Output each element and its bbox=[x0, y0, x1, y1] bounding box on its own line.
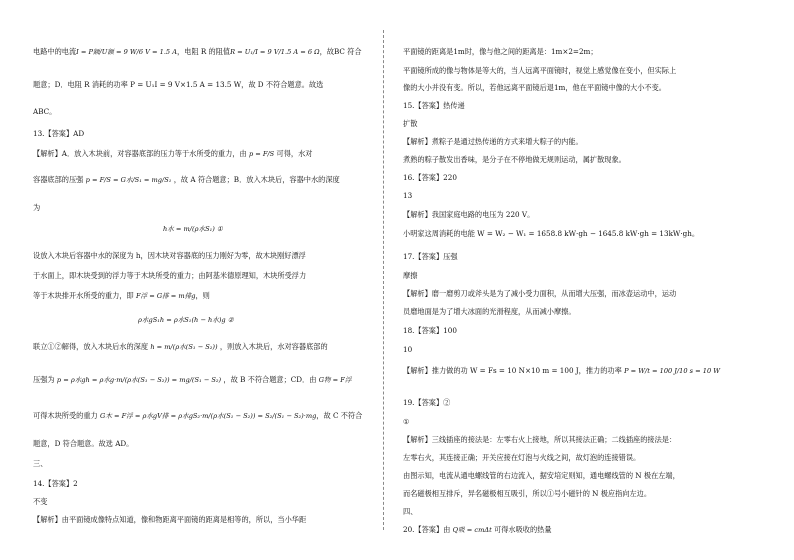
question-16-answer: 16.【答案】220 bbox=[403, 173, 457, 182]
text-line: 平面镜所成的像与物体是等大的，当人远离平面镜时，视觉上感觉像在变小，但实际上 bbox=[403, 66, 677, 75]
text-line: 【解析】我国家庭电路的电压为 220 V。 bbox=[403, 210, 535, 219]
text-line: 小明家这周消耗的电能 W = W₂ − W₁ = 1658.8 kW·gh − 1645.8 kW·gh = 13kW·gh。 bbox=[403, 229, 700, 238]
text-line: 【解析】A．放入木块前，对容器底部的压力等于水所受的重力，由 p = F/S 可得，水对 bbox=[33, 149, 313, 158]
text-line: 压强为 p = ρ水gh = ρ水g·m/(ρ水(S₁ − S₂)) = mg/(S₁ − S₂) ，故 B 不符合题意；CD．由 G物 = F浮 bbox=[33, 375, 352, 384]
text-line: 平面镜的距离是1m时，像与他之间的距离是：1m×2=2m； bbox=[403, 47, 598, 56]
text-line: 10 bbox=[403, 345, 413, 354]
formula-2: ρ水gS₁h = ρ水S₁(h − h水)g ② bbox=[138, 316, 234, 324]
question-13-answer: 13.【答案】AD bbox=[33, 129, 85, 138]
question-15-answer: 15.【答案】热传递 bbox=[403, 101, 465, 110]
text-line: 13 bbox=[403, 191, 413, 200]
section-heading: 三、 bbox=[33, 459, 48, 468]
question-19-answer: 19.【答案】② bbox=[403, 398, 451, 407]
column-divider bbox=[383, 30, 384, 530]
text-line: 【解析】煮粽子是通过热传递的方式来增大粽子的内能。 bbox=[403, 137, 583, 146]
question-18-answer: 18.【答案】100 bbox=[403, 326, 457, 335]
text-line: 于水面上，即木块受到的浮力等于木块所受的重力；由阿基米德原理知，木块所受浮力 bbox=[33, 271, 307, 280]
text-line: 【解析】三线插座的接法是：左零右火上接地，所以其接法正确；二线插座的接法是： bbox=[403, 435, 677, 444]
text-line: 【解析】由平面镜成像特点知道，像和物距离平面镜的距离是相等的，所以，当小华距 bbox=[33, 515, 307, 524]
text-line: 设放入木块后容器中水的深度为 h，因木块对容器底的压力刚好为零，故木块刚好漂浮 bbox=[33, 251, 306, 260]
text-line: 可得木块所受的重力 G木 = F浮 = ρ水gV排 = ρ水gS₂·m/(ρ水(S₁ − S₂)) = S₂/(S₁ − S₂)·mg，故 C 不符合 bbox=[33, 411, 363, 420]
text-line: 题意；D．电阻 R 消耗的功率 P = U₁I = 9 V×1.5 A = 13.5 W，故 D 不符合题意。故选 bbox=[33, 80, 324, 89]
text-line: 题意，D 符合题意。故选 AD。 bbox=[33, 439, 134, 448]
text-line: 为 bbox=[33, 203, 41, 212]
section-heading: 四、 bbox=[403, 507, 418, 516]
text-line: 左零右火，其连接正确；开关应接在灯泡与火线之间，故灯泡的连接错误。 bbox=[403, 453, 641, 462]
text-line: 摩擦 bbox=[403, 271, 418, 280]
question-14-answer: 14.【答案】2 bbox=[33, 479, 78, 488]
text-line: 等于木块排开水所受的重力，即 F浮 = G排 = m排g，则 bbox=[33, 291, 210, 300]
text-line: 容器底部的压强 p = F/S = G水/S₁ = mg/S₁ ，故 A 符合题意；B．放入木块后，容器中水的深度 bbox=[33, 175, 340, 184]
text-line: ① bbox=[403, 417, 410, 426]
text-line: 不变 bbox=[33, 497, 48, 506]
text-line: 由图示知，电流从通电螺线管的右边流入，据安培定则知，通电螺线管的 N 极在左端， bbox=[403, 471, 680, 480]
text-line: 【解析】磨一磨剪刀或斧头是为了减小受力面积，从而增大压强，而冰壶运动中，运动 bbox=[403, 289, 677, 298]
text-line: 【解析】推力做的功 W = Fs = 10 N×10 m = 100 J，推力的功率 P = W/t = 100 J/10 s = 10 W bbox=[403, 366, 721, 375]
question-20-answer: 20.【答案】由 Q吸 = cmΔt 可得水吸收的热量 bbox=[403, 525, 552, 534]
text-line: 联立①②解得，放入木块后水的深度 h = m/(ρ水(S₁ − S₂)) ，则放入木块后，水对容器底部的 bbox=[33, 342, 328, 351]
text-line: 像的大小并没有变。所以，若他远离平面镜后退1m，他在平面镜中像的大小不变。 bbox=[403, 83, 666, 92]
text-line: 电路中的电流I = P额/U额 = 9 W/6 V = 1.5 A，电阻 R 的阻值R = U₁/I = 9 V/1.5 A = 6 Ω，故BC 符合 bbox=[33, 47, 362, 56]
question-17-answer: 17.【答案】压强 bbox=[403, 252, 458, 261]
formula-1: h水 = m/(ρ水S₁) ① bbox=[163, 225, 223, 233]
text-line: 员磨地面是为了增大冰面的光滑程度，从而减小摩擦。 bbox=[403, 307, 576, 316]
text-line: 而名磁极相互排斥，异名磁极相互吸引，所以①号小磁针的 N 极应指向左边。 bbox=[403, 489, 652, 498]
text-line: ABC。 bbox=[33, 107, 57, 116]
text-line: 煮熟的粽子散发出香味，是分子在不停地做无规则运动，属扩散现象。 bbox=[403, 155, 626, 164]
text-line: 扩散 bbox=[403, 119, 418, 128]
